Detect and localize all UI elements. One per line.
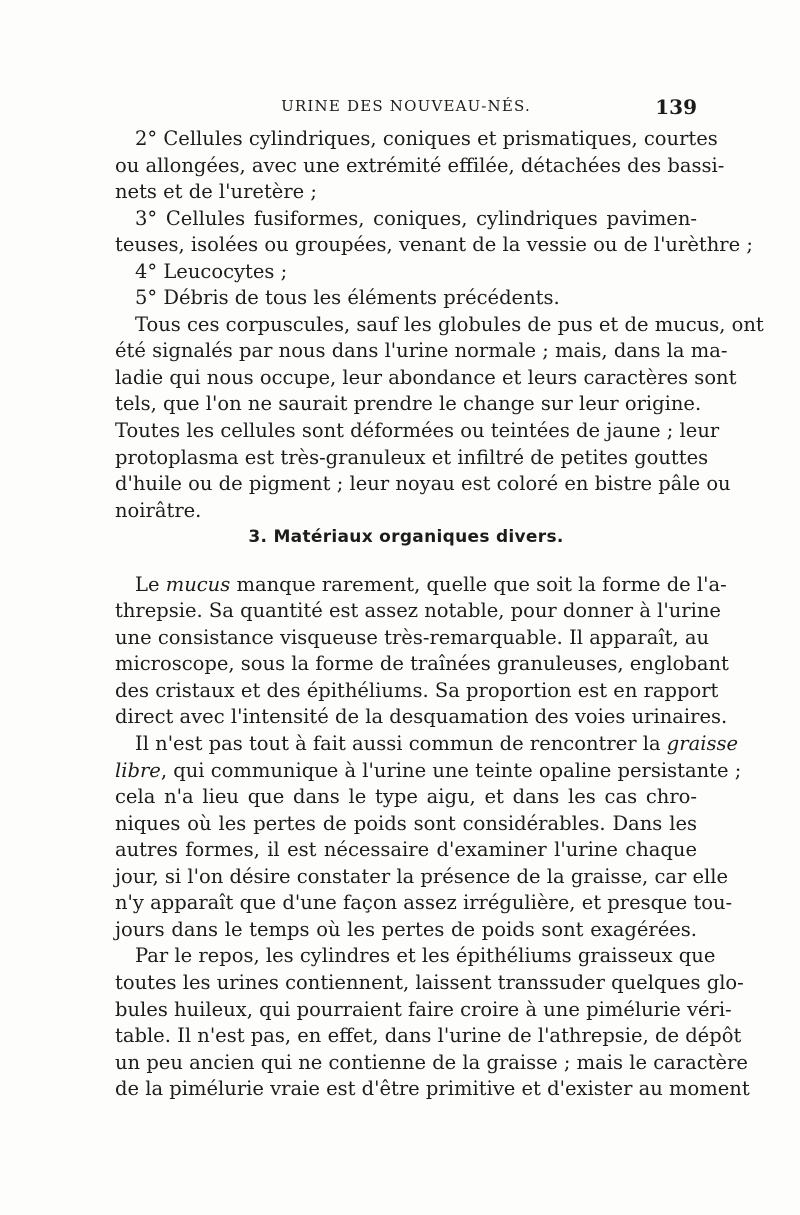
text-line: tels, que l'on ne saurait prendre le change sur leur origine.	[115, 392, 702, 416]
text-line: niques où les pertes de poids sont considérables. Dans les	[115, 811, 697, 835]
text-line: Il n'est pas tout à fait aussi commun de rencontrer la graisse	[135, 732, 739, 756]
text-line: protoplasma est très-granuleux et infiltré de petites gouttes	[115, 445, 709, 469]
text-line: Par le repos, les cylindres et les épithéliums graisseux que	[135, 944, 716, 968]
running-title: URINE DES NOUVEAU-NÉS.	[281, 97, 531, 115]
italic-term: mucus	[165, 572, 231, 596]
text-line: nets et de l'uretère ;	[115, 180, 317, 204]
text-line: table. Il n'est pas, en effet, dans l'urine de l'athrepsie, de dépôt	[115, 1024, 742, 1048]
body-text	[115, 126, 764, 1103]
text-line: été signalés par nous dans l'urine normale ; mais, dans la ma-	[115, 339, 728, 363]
text-line: Le mucus manque rarement, quelle que soit la forme de l'a-	[135, 572, 727, 596]
paragraph	[115, 126, 725, 206]
text-line: 4° Leucocytes ;	[135, 259, 288, 283]
paragraph	[115, 259, 697, 286]
text-line: microscope, sous la forme de traînées granuleuses, englobant	[115, 652, 729, 676]
text-line: bules huileux, qui pourraient faire croire à une pimélurie véri-	[115, 997, 732, 1021]
text-line: Toutes les cellules sont déformées ou teintées de jaune ; leur	[115, 419, 720, 443]
text-line: 2° Cellules cylindriques, coniques et prismatiques, courtes	[135, 127, 718, 150]
text-line: Tous ces corpuscules, sauf les globules de pus et de mucus, ont	[135, 312, 764, 336]
paragraph	[115, 943, 750, 1102]
text-line: 3° Cellules fusiformes, coniques, cylindriques pavimen-	[135, 206, 697, 230]
text-line: des cristaux et des épithéliums. Sa proportion est en rapport	[115, 678, 719, 702]
paragraph	[115, 285, 697, 312]
text-line: autres formes, il est nécessaire d'examiner l'urine chaque	[115, 838, 697, 862]
text-line: un peu ancien qui ne contienne de la graisse ; mais le caractère	[115, 1050, 748, 1074]
text-line: 5° Débris de tous les éléments précédents.	[135, 286, 560, 310]
italic-term: libre	[115, 758, 161, 782]
text-line: toutes les urines contiennent, laissent transsuder quelques glo-	[115, 970, 744, 994]
page-number: 139	[655, 95, 697, 119]
text-line: cela n'a lieu que dans le type aigu, et dans les cas chro-	[115, 785, 697, 809]
italic-term: graisse	[666, 732, 739, 756]
section-heading: 3. Matériaux organiques divers.	[248, 527, 564, 548]
text-line: direct avec l'intensité de la desquamation des voies urinaires.	[115, 705, 728, 729]
text-line: de la pimélurie vraie est d'être primitive et d'exister au moment	[115, 1077, 750, 1101]
running-header	[115, 95, 697, 119]
heading-spacer	[115, 551, 697, 572]
text-line: ladie qui nous occupe, leur abondance et leurs caractères sont	[115, 365, 737, 389]
text-line: libre, qui communique à l'urine une teinte opaline persistante ;	[115, 758, 742, 782]
text-line: une consistance visqueuse très-remarquable. Il apparaît, au	[115, 625, 710, 649]
text-line: d'huile ou de pigment ; leur noyau est coloré en bistre pâle ou	[115, 472, 731, 496]
paragraph	[115, 312, 764, 524]
text-line: jours dans le temps où les pertes de poids sont exagérées.	[115, 917, 697, 941]
paragraph	[115, 572, 729, 731]
text-line: threpsie. Sa quantité est assez notable, pour donner à l'urine	[115, 599, 721, 623]
paragraph	[115, 731, 742, 943]
text-line: jour, si l'on désire constater la présence de la graisse, car elle	[115, 864, 729, 888]
paragraph	[115, 206, 753, 259]
text-line: n'y apparaît que d'une façon assez irrégulière, et presque tou-	[115, 891, 733, 915]
text-line: ou allongées, avec une extrémité effilée, détachées des bassi-	[115, 153, 725, 177]
text-line: teuses, isolées ou groupées, venant de la vessie ou de l'urèthre ;	[115, 233, 753, 257]
text-line: noirâtre.	[115, 498, 202, 522]
